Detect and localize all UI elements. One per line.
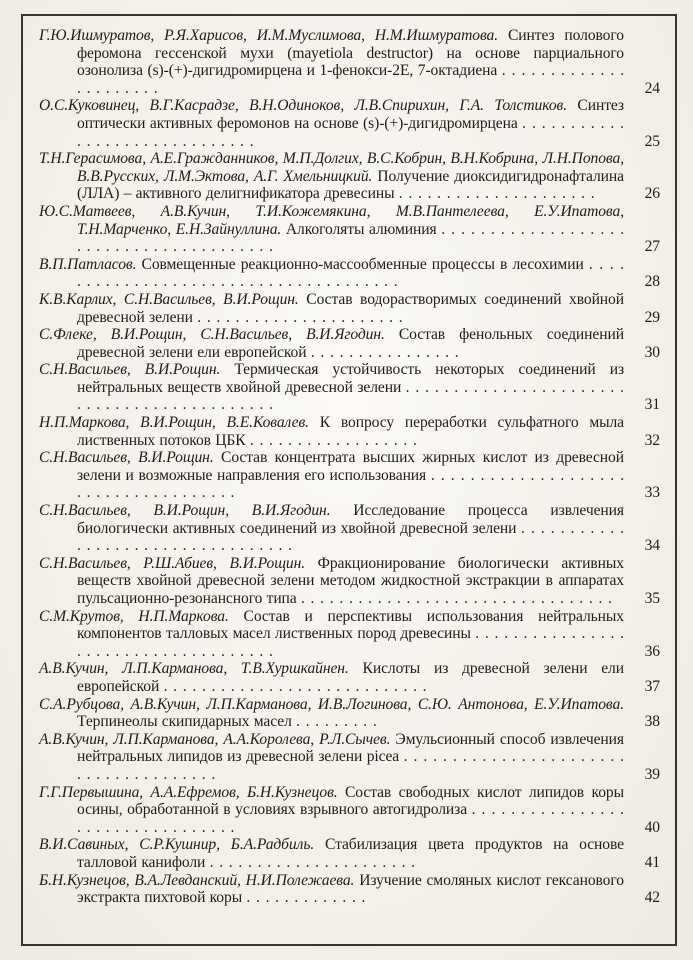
entry-authors: С.А.Рубцова, А.В.Кучин, Л.П.Карманова, И.В.Логинова, С.Ю. Антонова, Е.У.Ипатова.: [39, 695, 624, 713]
dot-leader: . . . . . . . . . . . . . . . . . . . . . . . . . . . . . . . . . . . . . .: [77, 255, 624, 291]
table-of-contents: [39, 27, 660, 907]
entry-title: Совмещенные реакционно-массообменные процессы в лесохимии: [141, 255, 584, 273]
entry-authors: С.Н.Васильев, В.И.Рощин, В.И.Ягодин.: [39, 502, 331, 520]
entry-title: Термическая устойчивость некоторых соединений из нейтральных веществ хвойной древесной зелени: [77, 361, 624, 396]
toc-entry: [39, 326, 660, 361]
toc-entry: [39, 784, 660, 837]
toc-entry: [39, 97, 660, 150]
dot-leader: . . . . . . . . . . . . . . . . . . . . . . . . . . . . . . . . .: [300, 590, 612, 607]
toc-entry: [39, 502, 660, 555]
entry-authors: В.П.Патласов.: [39, 255, 137, 273]
entry-page-number: 27: [644, 238, 660, 256]
entry-page-number: 29: [644, 308, 660, 326]
entry-title: К вопросу переработки сульфатного мыла лиственных потоков ЦБК: [77, 414, 625, 449]
entry-title: Состав свободных кислот липидов коры осины, обработанной в условиях взрывного автогидролиза: [77, 783, 624, 819]
toc-entry: [39, 836, 660, 871]
toc-entry: [39, 414, 660, 449]
toc-entry: [39, 731, 660, 784]
dot-leader: . . . . . . . . . . . . . . . . . . . . . . . . . . . . . . . . . . . . . . . .: [77, 220, 625, 256]
entry-page-number: 24: [644, 79, 660, 97]
entry-page-number: 35: [644, 590, 660, 607]
entry-title: Терпинеолы скипидарных масел: [77, 713, 292, 731]
entry-title: Стабилизация цвета продуктов на основе талловой канифоли: [77, 836, 624, 871]
entry-authors: Н.П.Маркова, В.И.Рощин, В.Е.Ковалев.: [39, 414, 309, 432]
dot-leader: . . . . . . . . . . . . . . . . . .: [249, 431, 417, 449]
toc-entry: [39, 660, 660, 695]
toc-entry: [39, 256, 660, 291]
entry-authors: Ю.С.Матвеев, А.В.Кучин, Т.И.Кожемякина, М.В.Пантелеева, Е.У.Ипатова, Т.Н.Марченко, Е.Н.Зайнуллина.: [39, 202, 624, 238]
entry-title: Состав концентрата высших жирных кислот из древесной зелени и возможные направления его использования: [77, 449, 624, 484]
dot-leader: . . . . . . . . . . . . .: [246, 889, 366, 907]
entry-title: Состав и перспективы использования нейтральных компонентов талловых масел лиственных пород древесины: [77, 607, 624, 643]
entry-page-number: 37: [644, 677, 660, 695]
entry-title: Кислоты из древесной зелени ели европейской: [77, 660, 624, 695]
entry-title: Алкоголяты алюминия: [285, 220, 437, 238]
entry-title: Синтез полового феромона гессенской мухи (mayetiola destructor) на основе парциального озонолиза (s)-(+)-дигидромирцена и 1-фенокси-2Е, 7-октадиена: [77, 27, 624, 80]
entry-authors: А.В.Кучин, Л.П.Карманова, А.А.Королева, Р.Л.Сычев.: [39, 730, 391, 748]
toc-entry: [39, 203, 660, 256]
entry-page-number: 32: [644, 431, 660, 449]
entry-title: Исследование процесса извлечения биологически активных соединений из хвойной древесной зелени: [77, 502, 624, 537]
entry-authors: Т.Н.Герасимова, А.Е.Гражданников, М.П.Долгих, В.С.Кобрин, В.Н.Кобрина, Л.Н.Попова, В.В.Русских, Л.М.Эктова, А.Г. Хмельницкий.: [39, 150, 624, 185]
entry-authors: О.С.Куковинец, В.Г.Касрадзе, В.Н.Одиноков, Л.В.Спирихин, Г.А. Толстиков.: [39, 97, 567, 115]
toc-entry: [39, 361, 660, 414]
entry-page-number: 31: [644, 396, 660, 414]
dot-leader: . . . . . . . . . . . . . . . . . . . . . . . . . . . . . . . . . . . . . .: [77, 748, 624, 783]
entry-authors: С.Н.Васильев, В.И.Рощин.: [39, 449, 214, 467]
dot-leader: . . . . . . . . . . . . . . . . . . . . .: [398, 185, 595, 203]
entry-title: Фракционирование биологически активных веществ хвойной древесной зелени методом жидкостной экстракции в аппаратах пульсационно-резонансного типа: [77, 554, 624, 607]
entry-page-number: 39: [644, 765, 660, 783]
entry-title: Состав водорастворимых соединений хвойной древесной зелени: [77, 290, 624, 326]
toc-entry: [39, 449, 660, 502]
toc-entry: [39, 555, 660, 608]
dot-leader: . . . . . . . . . . . . . . . .: [310, 343, 459, 361]
entry-title: Изучение смоляных кислот гексанового экстракта пихтовой коры: [77, 871, 624, 907]
entry-page-number: 30: [644, 343, 660, 361]
dot-leader: . . . . . . . . . . . . . . . . . . . . . .: [77, 62, 624, 97]
entry-page-number: 41: [644, 853, 660, 871]
page-border-frame: [21, 14, 677, 946]
entry-page-number: 42: [644, 889, 660, 907]
entry-authors: К.В.Карлих, С.Н.Васильев, В.И.Рощин.: [39, 290, 299, 308]
entry-authors: Б.Н.Кузнецов, В.А.Левданский, Н.И.Полежаева.: [39, 871, 355, 889]
entry-authors: С.Н.Васильев, Р.Ш.Абиев, В.И.Рощин.: [39, 554, 306, 572]
dot-leader: . . . . . . . . . . . . . . . . . . . . . . . . . . . . . . . . . . . . .: [77, 466, 624, 502]
entry-authors: Г.Ю.Ишмуратов, Р.Я.Харисов, И.М.Муслимова, Н.М.Ишмуратова.: [39, 27, 499, 44]
toc-entry: [39, 872, 660, 907]
entry-authors: Г.Г.Первышина, А.А.Ефремов, Б.Н.Кузнецов.: [39, 783, 338, 801]
entry-page-number: 34: [644, 537, 660, 555]
dot-leader: . . . . . . . . . . . . . . . . . . . . . . . . . . . .: [163, 677, 427, 695]
dot-leader: . . . . . . . . . . . . . . . . . . . . . . . . . . . . . .: [77, 114, 624, 150]
dot-leader: . . . . . . . . . . . . . . . . . . . . . .: [209, 853, 415, 871]
entry-title: Состав фенольных соединений древесной зелени ели европейской: [77, 326, 624, 361]
entry-page-number: 40: [644, 818, 660, 836]
entry-title: Получение диоксидигидронафталина (ЛЛА) – активного делигнификатора древесины: [77, 167, 624, 203]
entry-page-number: 28: [644, 273, 660, 291]
entry-authors: С.М.Крутов, Н.П.Маркова.: [39, 607, 229, 625]
toc-entry: [39, 608, 660, 661]
toc-entry: [39, 291, 660, 326]
entry-title: Эмульсионный способ извлечения нейтральных липидов из древесной зелени picea: [77, 730, 624, 766]
entry-page-number: 26: [644, 185, 660, 203]
entry-authors: С.Флеке, В.И.Рощин, С.Н.Васильев, В.И.Ягодин.: [39, 326, 385, 344]
dot-leader: . . . . . . . . .: [296, 713, 377, 731]
entry-page-number: 33: [644, 484, 660, 502]
entry-page-number: 36: [644, 642, 660, 660]
entry-title: Синтез оптически активных феромонов на основе (s)-(+)-дигидромирцена: [77, 97, 624, 132]
toc-entry: [39, 150, 660, 203]
entry-authors: А.В.Кучин, Л.П.Карманова, Т.В.Хуршкайнен.: [39, 660, 349, 678]
dot-leader: . . . . . . . . . . . . . . . . . . . . . . . . . . . . . . . . . . . . .: [77, 625, 624, 660]
entry-page-number: 25: [644, 132, 660, 150]
dot-leader: . . . . . . . . . . . . . . . . . . . . . . . . . . . . . . . . . . . . . . . . . . . .: [77, 378, 624, 414]
dot-leader: . . . . . . . . . . . . . . . . . . . . . . . . . . . . . . . . . .: [77, 519, 624, 555]
entry-authors: В.И.Савиных, С.Р.Кушнир, Б.А.Радбиль.: [39, 836, 315, 854]
dot-leader: . . . . . . . . . . . . . . . . . . . . . . . . . . . . . . . . .: [77, 801, 624, 836]
toc-entry: [39, 696, 660, 731]
entry-page-number: 38: [644, 713, 660, 731]
toc-entry: [39, 27, 660, 97]
dot-leader: . . . . . . . . . . . . . . . . . . . . . .: [197, 308, 403, 326]
entry-authors: С.Н.Васильев, В.И.Рощин.: [39, 361, 221, 379]
